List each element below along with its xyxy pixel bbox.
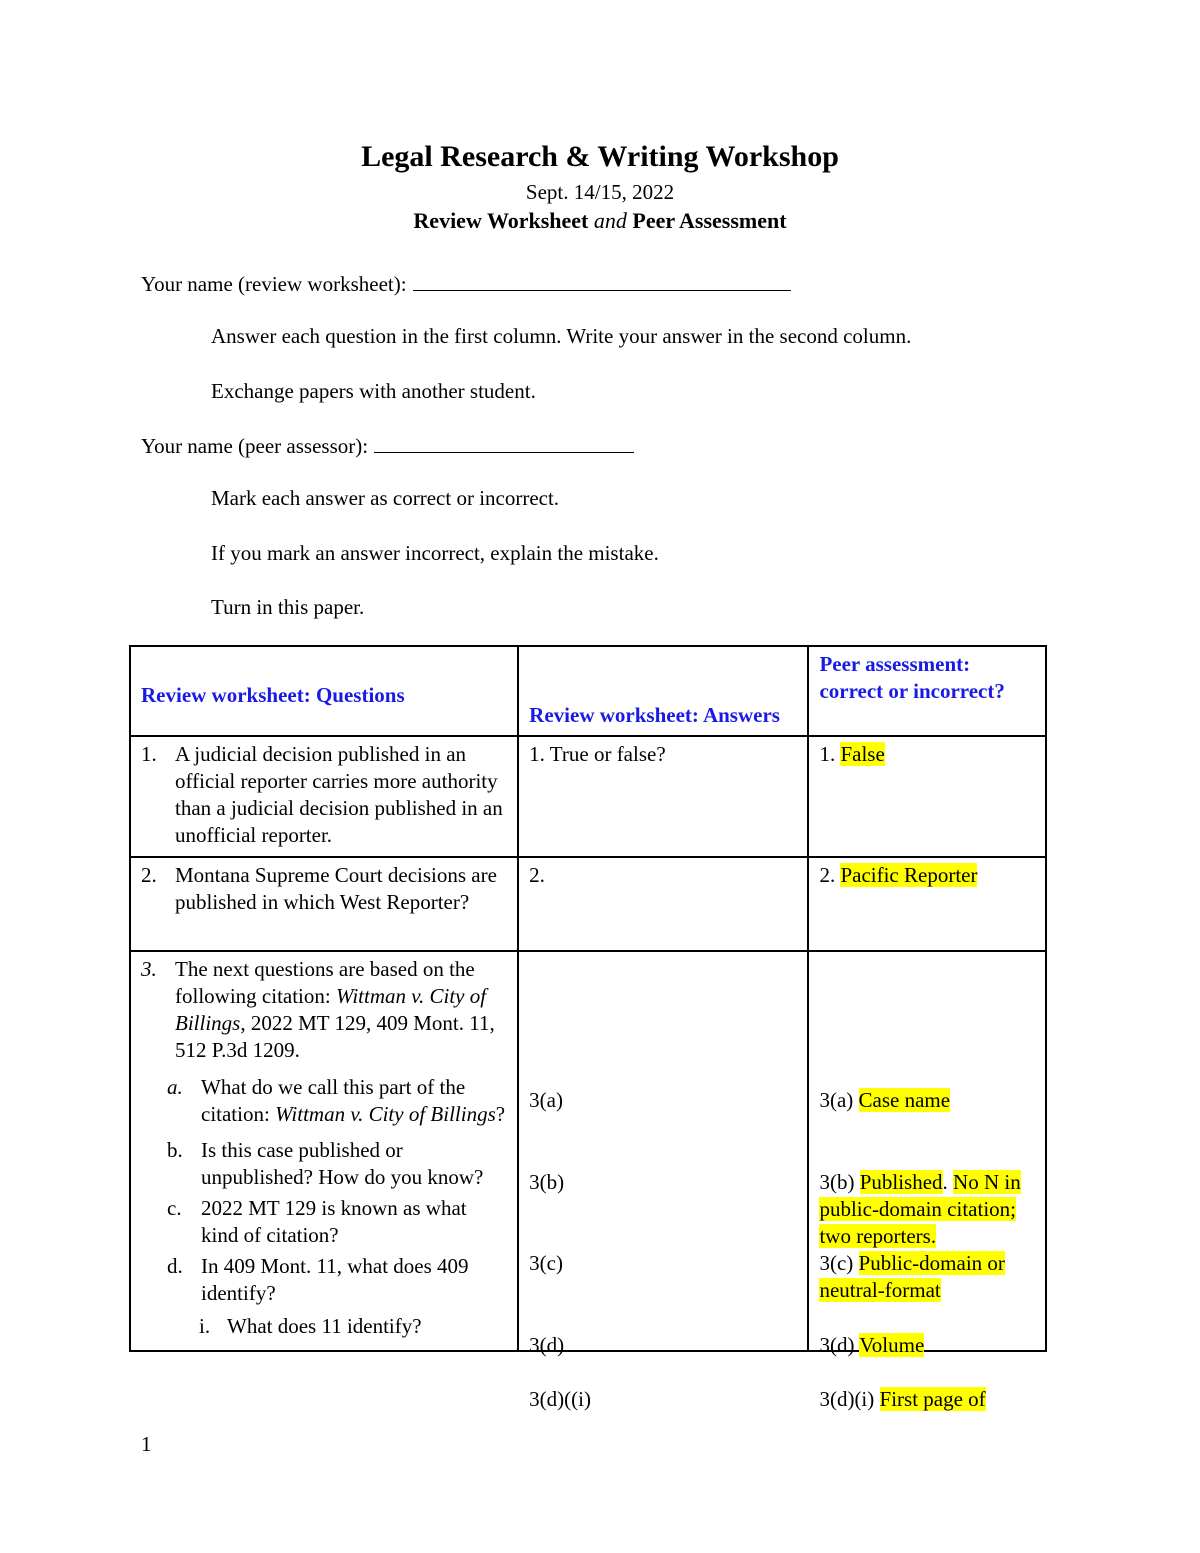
peer-highlight: Volume	[859, 1333, 925, 1357]
peer-prefix: 2.	[819, 863, 836, 887]
document-subtitle	[0, 208, 1200, 234]
instruction-line: Mark each answer as correct or incorrect.	[211, 486, 560, 510]
answer-3di[interactable]: 3(d)((i)	[529, 1387, 591, 1411]
subtitle-part-b: Peer Assessment	[632, 208, 787, 233]
peer-3d[interactable]	[819, 1332, 924, 1359]
instruction-line: Answer each question in the first column. Write your answer in the second column.	[211, 324, 912, 348]
peer-2[interactable]	[808, 857, 1046, 951]
question-text: Montana Supreme Court decisions are published in which West Reporter?	[175, 863, 497, 914]
case-name: Wittman v. City of Billings	[175, 984, 487, 1035]
peer-name-label: Your name (peer assessor):	[141, 434, 369, 458]
subtitle-part-a: Review Worksheet	[413, 208, 589, 233]
review-name-label: Your name (review worksheet):	[141, 272, 407, 296]
question-number: 2.	[141, 863, 157, 887]
peer-prefix: 3(d)	[819, 1333, 855, 1357]
instruction-line: If you mark an answer incorrect, explain the mistake.	[211, 541, 659, 565]
answer-3	[518, 951, 808, 1411]
instruction-line: Turn in this paper.	[211, 595, 365, 619]
page-number: 1	[141, 1432, 152, 1456]
table-row	[130, 736, 1046, 857]
subquestion-text: Is this case published or unpublished? How do you know?	[201, 1138, 484, 1189]
header-peer: Peer assessment: correct or incorrect?	[808, 646, 1046, 736]
peer-3	[808, 951, 1046, 1411]
question-number: 1.	[141, 742, 157, 766]
review-name-field[interactable]	[413, 270, 791, 291]
peer-highlight: Case name	[858, 1088, 951, 1112]
table-row	[130, 857, 1046, 951]
peer-highlight: Pacific Reporter	[840, 863, 978, 887]
peer-3c[interactable]	[819, 1250, 1039, 1304]
subquestion-text: In 409 Mont. 11, what does 409 identify?	[201, 1254, 469, 1305]
question-1	[130, 736, 518, 857]
header-questions: Review worksheet: Questions	[130, 646, 518, 736]
header-answers: Review worksheet: Answers	[518, 646, 808, 736]
subquestion-letter: c.	[167, 1196, 182, 1220]
peer-name-field[interactable]	[374, 432, 634, 453]
table-header-row	[130, 646, 1046, 736]
answer-1[interactable]: 1. True or false?	[518, 736, 808, 857]
peer-prefix: 3(d)(i)	[819, 1387, 875, 1411]
subquestion-text: What does 11 identify?	[227, 1314, 422, 1338]
subquestion-text: What do we call this part of the citation: Wittman v. City of Billings?	[201, 1075, 506, 1126]
peer-3b[interactable]: 3(b) Published. No N in public-domain citation; two reporters.	[819, 1170, 1021, 1248]
peer-highlight: First page of	[879, 1387, 986, 1411]
answer-2[interactable]: 2.	[518, 857, 808, 951]
subquestion-roman: i.	[199, 1314, 211, 1338]
question-text: The next questions are based on the following citation: Wittman v. City of Billings, 2022 MT 129, 409 Mont. 11, 512 P.3d 1209.	[175, 957, 495, 1062]
peer-prefix: 3(b)	[819, 1170, 855, 1194]
subquestion-letter: a.	[167, 1075, 183, 1099]
case-name: Wittman v. City of Billings	[275, 1102, 496, 1126]
peer-name-row	[141, 432, 634, 459]
answer-3c[interactable]: 3(c)	[529, 1251, 563, 1275]
peer-prefix: 3(c)	[819, 1251, 854, 1275]
document-title: Legal Research & Writing Workshop	[361, 140, 839, 173]
worksheet-table	[129, 645, 1047, 1411]
answer-3a[interactable]: 3(a)	[529, 1088, 563, 1112]
peer-highlight: Public-domain or neutral-format	[819, 1251, 1005, 1302]
document-date: Sept. 14/15, 2022	[525, 180, 675, 204]
peer-3di[interactable]	[819, 1386, 985, 1413]
question-3	[130, 951, 518, 1351]
peer-prefix: 1.	[819, 742, 836, 766]
subtitle-and: and	[593, 208, 627, 233]
answer-3b[interactable]: 3(b)	[529, 1170, 565, 1194]
subquestion-text: 2022 MT 129 is known as what kind of citation?	[201, 1196, 467, 1247]
peer-highlight: Published	[859, 1170, 943, 1194]
question-2	[130, 857, 518, 951]
peer-1[interactable]	[808, 736, 1046, 857]
answer-3d[interactable]: 3(d)	[529, 1333, 565, 1357]
subquestion-letter: b.	[167, 1138, 183, 1162]
peer-prefix: 3(a)	[819, 1088, 854, 1112]
peer-3a[interactable]	[819, 1087, 950, 1114]
table-row	[130, 951, 1046, 1351]
question-text: A judicial decision published in an official reporter carries more authority than a judicial decision published in an unofficial reporter.	[175, 742, 503, 847]
peer-highlight: No N in public-domain citation; two reporters.	[819, 1170, 1021, 1248]
peer-highlight: False	[840, 742, 885, 766]
instruction-line: Exchange papers with another student.	[211, 379, 536, 403]
review-name-row	[141, 270, 791, 297]
question-number: 3.	[141, 957, 157, 981]
subquestion-letter: d.	[167, 1254, 183, 1278]
